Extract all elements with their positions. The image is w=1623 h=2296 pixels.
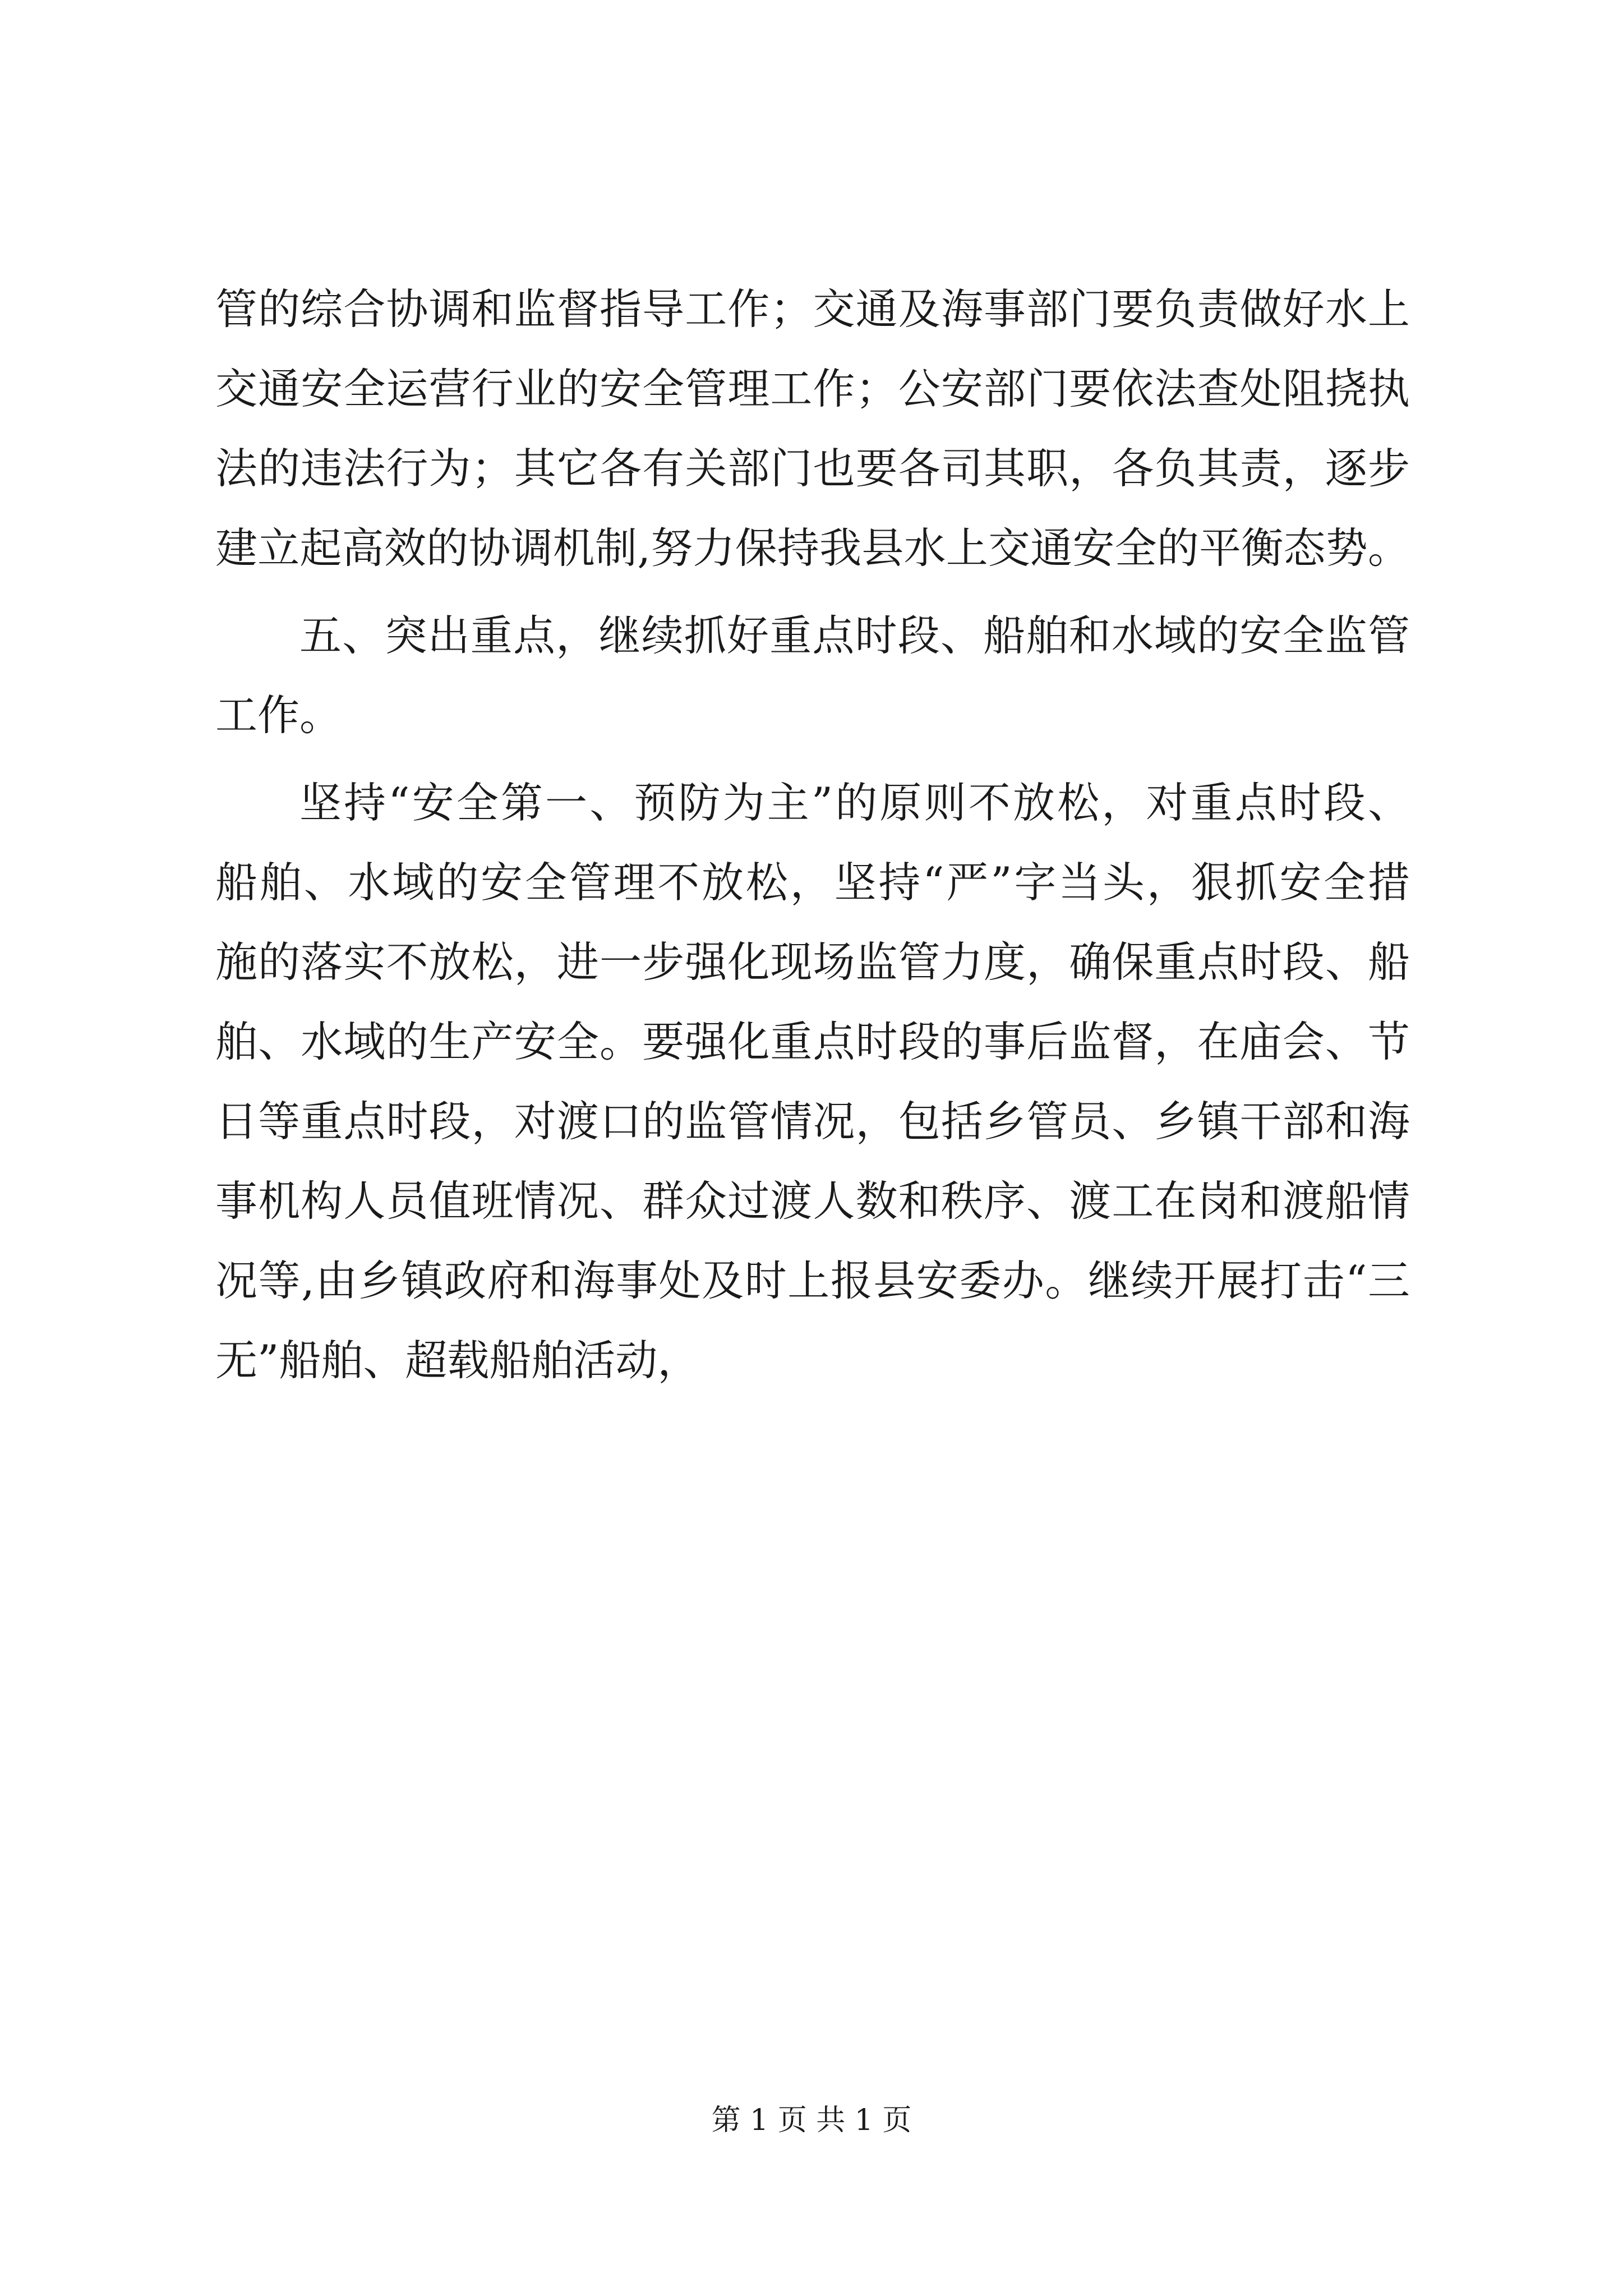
text-line: 建立起高效的协调机制,努力保持我县水上交通安全的平衡态势。 — [215, 523, 1410, 573]
section-heading-line: 五、突出重点，继续抓好重点时段、船舶和水域的安全监管 — [299, 611, 1410, 660]
text-line: 交通安全运营行业的安全管理工作；公安部门要依法查处阻挠执 — [215, 364, 1410, 413]
text-line: 法的违法行为；其它各有关部门也要各司其职，各负其责，逐步 — [215, 444, 1410, 493]
text-line: 施的落实不放松，进一步强化现场监管力度，确保重点时段、船 — [215, 937, 1410, 987]
text-line: 事机构人员值班情况、群众过渡人数和秩序、渡工在岗和渡船情 — [215, 1176, 1410, 1226]
text-line: 日等重点时段，对渡口的监管情况，包括乡管员、乡镇干部和海 — [215, 1097, 1410, 1146]
section-heading-line: 工作。 — [215, 691, 342, 740]
text-line: 管的综合协调和监督指导工作；交通及海事部门要负责做好水上 — [215, 284, 1410, 334]
text-line: 况等,由乡镇政府和海事处及时上报县安委办。继续开展打击“三 — [215, 1256, 1410, 1305]
text-line: 无”船舶、超载船舶活动， — [215, 1336, 700, 1385]
page-footer: 第 1 页 共 1 页 — [711, 2104, 912, 2137]
text-line: 坚持“安全第一、预防为主”的原则不放松，对重点时段、 — [299, 778, 1410, 827]
text-line: 船舶、水域的安全管理不放松，坚持“严”字当头，狠抓安全措 — [215, 858, 1410, 907]
text-line: 舶、水域的生产安全。要强化重点时段的事后监督，在庙会、节 — [215, 1017, 1410, 1066]
body-text — [215, 269, 1410, 1400]
